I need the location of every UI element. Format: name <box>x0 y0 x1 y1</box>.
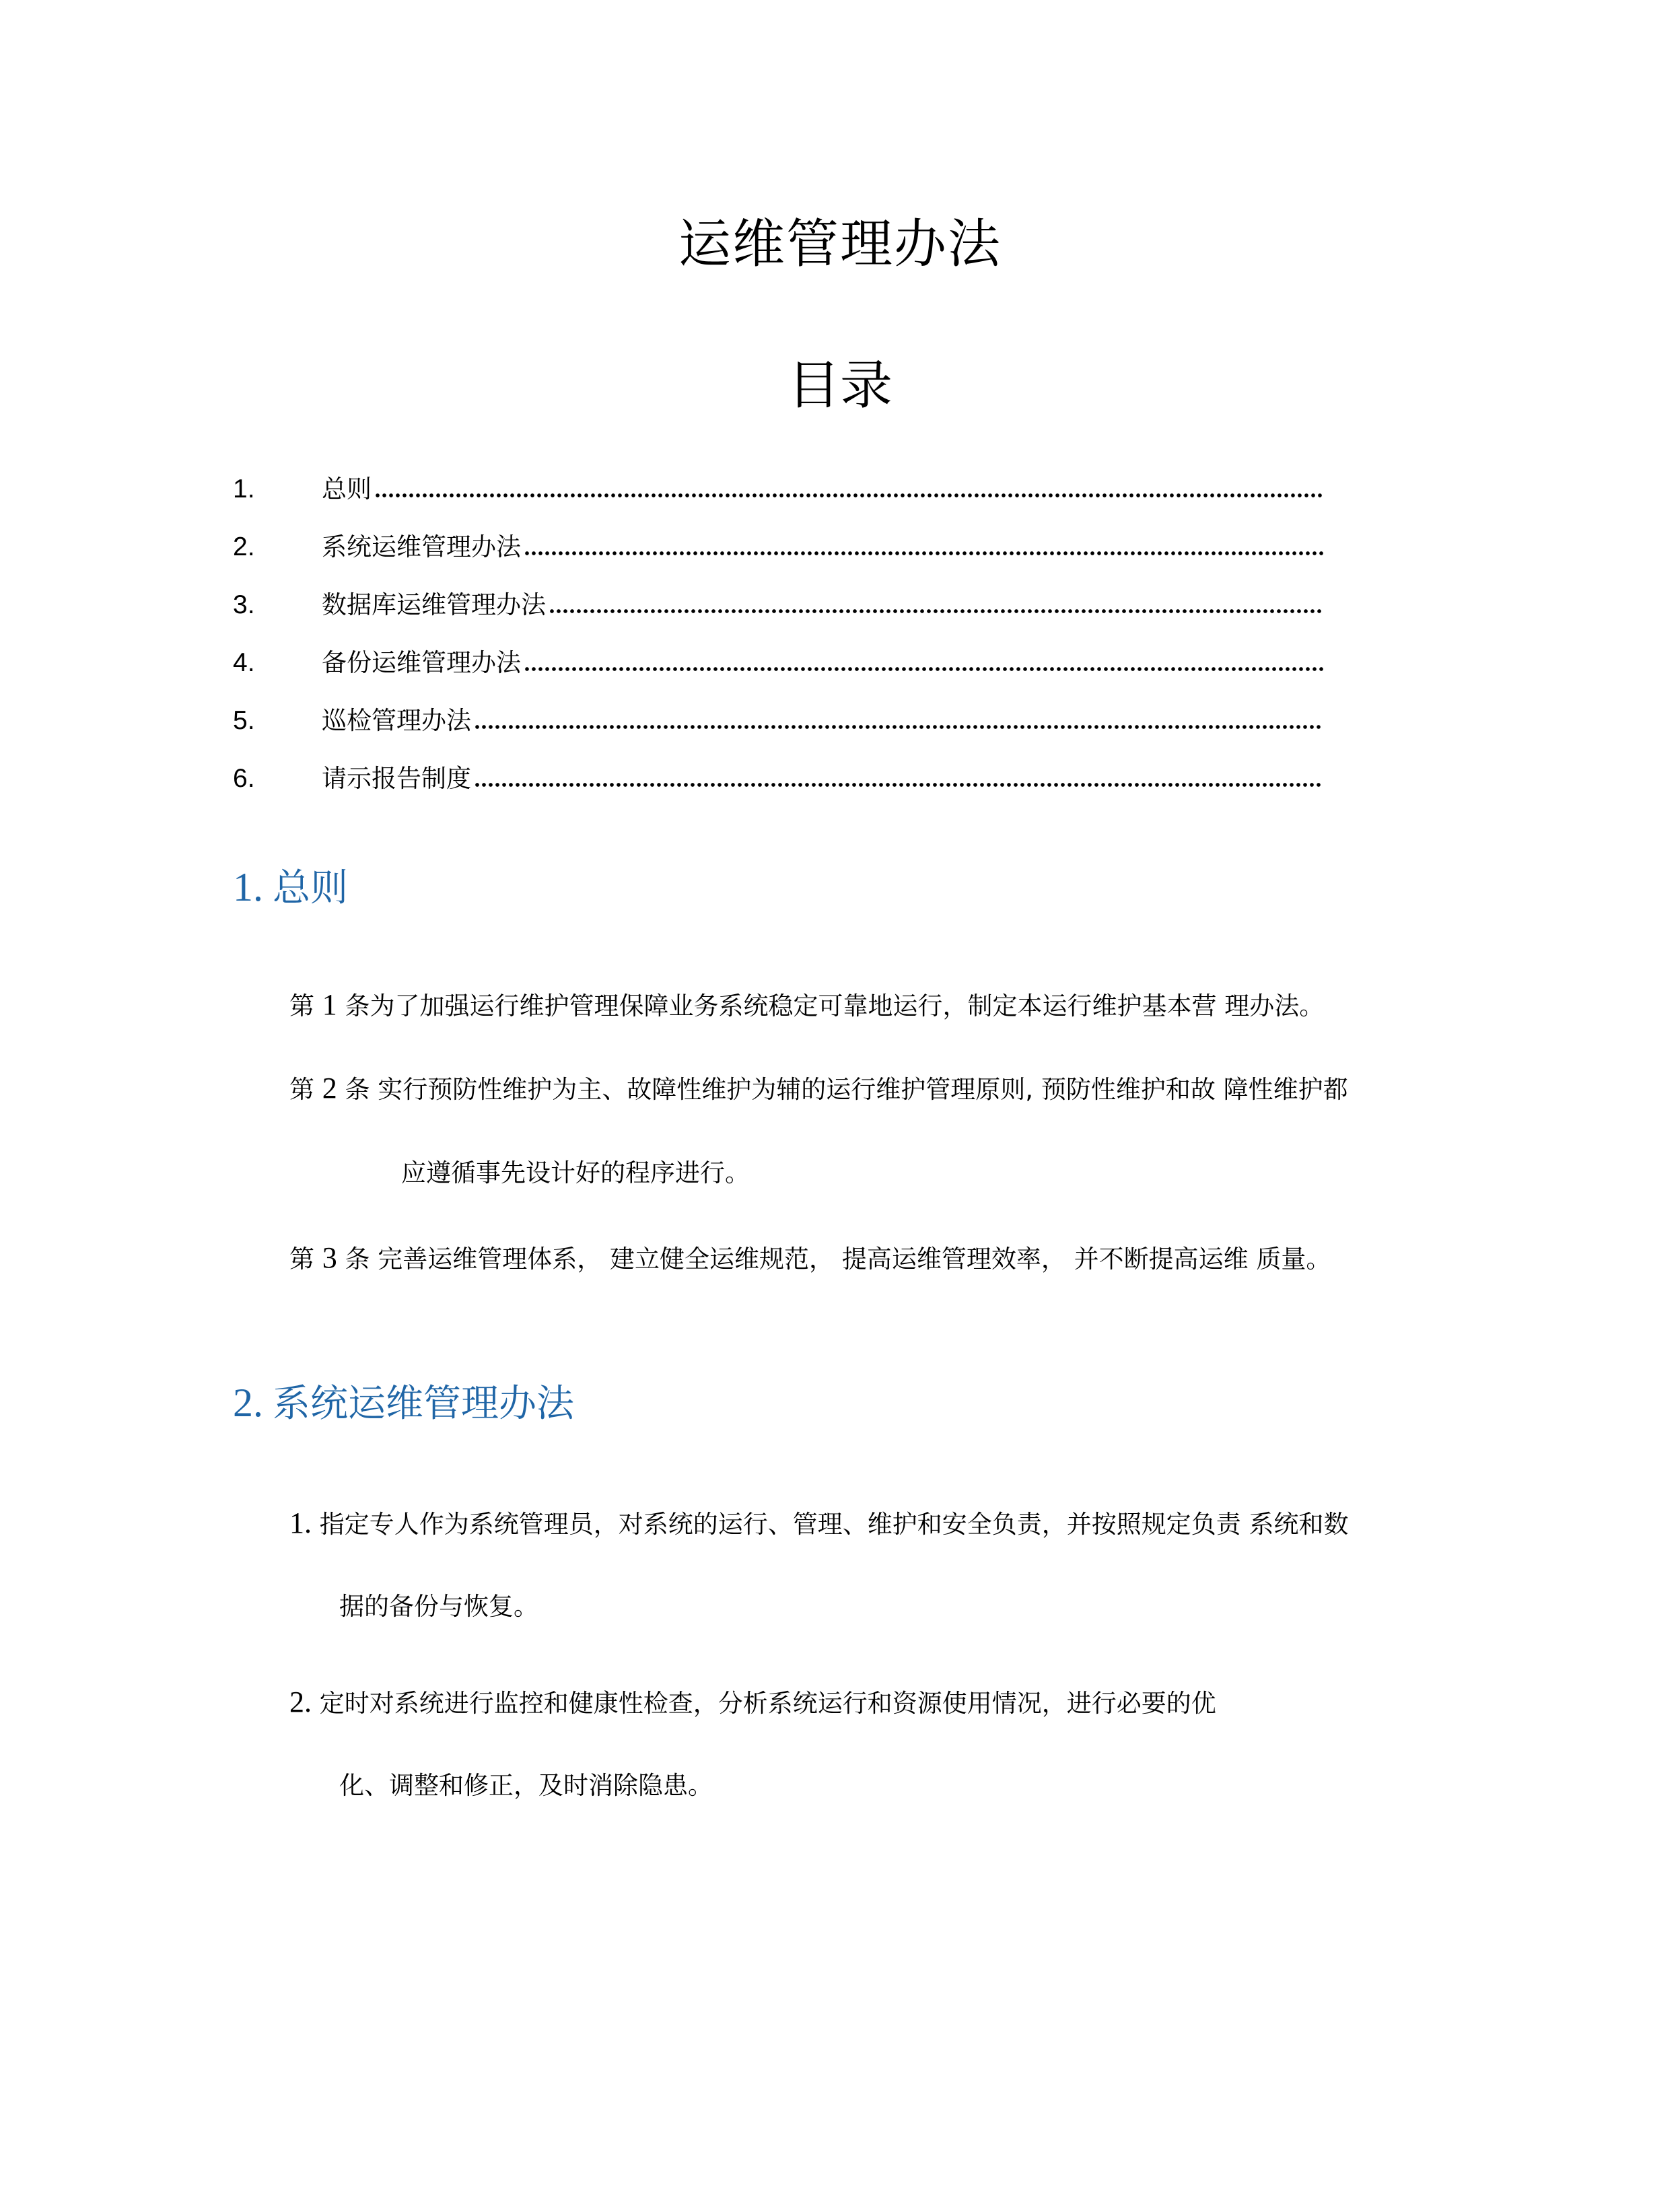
toc-entry-label: 备份运维管理办法 <box>322 648 521 677</box>
toc-dot-leader <box>374 492 1323 499</box>
section-number: 1. <box>233 865 263 909</box>
article-prefix: 第 <box>289 1075 314 1104</box>
section-title: 系统运维管理办法 <box>273 1382 574 1426</box>
article-prefix: 第 <box>289 991 314 1020</box>
toc-entry-label: 巡检管理办法 <box>322 706 471 735</box>
toc-entry-number: 5. <box>233 706 255 735</box>
toc-dot-leader <box>474 781 1323 788</box>
article-1 <box>289 988 1324 1023</box>
article-text: 实行预防性维护为主、故障性维护为辅的运行维护管理原则, 预防性维护和故 障性维护都 <box>370 1075 1348 1104</box>
toc-title: 目录 <box>787 355 893 416</box>
toc-entry[interactable] <box>233 697 1323 738</box>
toc-entry-number: 1. <box>233 475 255 503</box>
list-item-continuation: 化、调整和修正，及时消除隐患。 <box>339 1771 713 1800</box>
toc-dot-leader <box>524 666 1323 672</box>
toc-entry-label: 数据库运维管理办法 <box>322 590 546 619</box>
toc-dot-leader <box>474 724 1323 730</box>
toc-entry-label: 总则 <box>322 475 372 503</box>
list-item-text: 指定专人作为系统管理员，对系统的运行、管理、维护和安全负责，并按照规定负责 系统和数 <box>319 1510 1349 1539</box>
article-number: 2 <box>322 1072 337 1105</box>
toc-entry[interactable] <box>233 755 1323 796</box>
toc-dot-leader <box>549 608 1323 615</box>
list-item-number: 2. <box>289 1685 312 1718</box>
section-number: 2. <box>233 1381 263 1425</box>
toc-entry-number: 3. <box>233 590 255 619</box>
list-item-number: 1. <box>289 1506 312 1539</box>
article-number: 3 <box>322 1241 337 1274</box>
article-prefix: 第 <box>289 1245 314 1274</box>
section-heading-general <box>233 860 348 915</box>
article-suffix: 条 <box>345 1245 370 1274</box>
article-suffix: 条 <box>345 991 370 1020</box>
article-text: 为了加强运行维护管理保障业务系统稳定可靠地运行，制定本运行维护基本营 理办法。 <box>370 991 1325 1020</box>
list-item-continuation: 据的备份与恢复。 <box>339 1592 538 1621</box>
toc-dot-leader <box>524 550 1323 557</box>
toc-entry-label: 系统运维管理办法 <box>322 532 521 561</box>
article-2 <box>289 1072 1348 1107</box>
article-text: 完善运维管理体系， 建立健全运维规范， 提高运维管理效率， 并不断提高运维 质量。 <box>370 1245 1331 1274</box>
list-item <box>289 1506 1349 1541</box>
section-heading-system-ops <box>233 1376 574 1431</box>
toc-entry[interactable] <box>233 582 1323 622</box>
article-number: 1 <box>322 988 337 1021</box>
toc-entry[interactable] <box>233 524 1323 564</box>
toc-entry-number: 6. <box>233 764 255 793</box>
toc-entry[interactable] <box>233 466 1323 506</box>
article-suffix: 条 <box>345 1075 370 1104</box>
toc-entry-number: 4. <box>233 648 255 677</box>
section-title: 总则 <box>273 866 348 910</box>
document-title: 运维管理办法 <box>678 214 1002 275</box>
article-3 <box>289 1241 1331 1276</box>
list-item <box>289 1685 1216 1720</box>
toc-entry[interactable] <box>233 639 1323 680</box>
toc-entry-label: 请示报告制度 <box>322 764 471 793</box>
toc-entry-number: 2. <box>233 532 255 561</box>
list-item-text: 定时对系统进行监控和健康性检查，分析系统运行和资源使用情况，进行必要的优 <box>319 1689 1216 1718</box>
article-2-continuation: 应遵循事先设计好的程序进行。 <box>401 1158 750 1187</box>
